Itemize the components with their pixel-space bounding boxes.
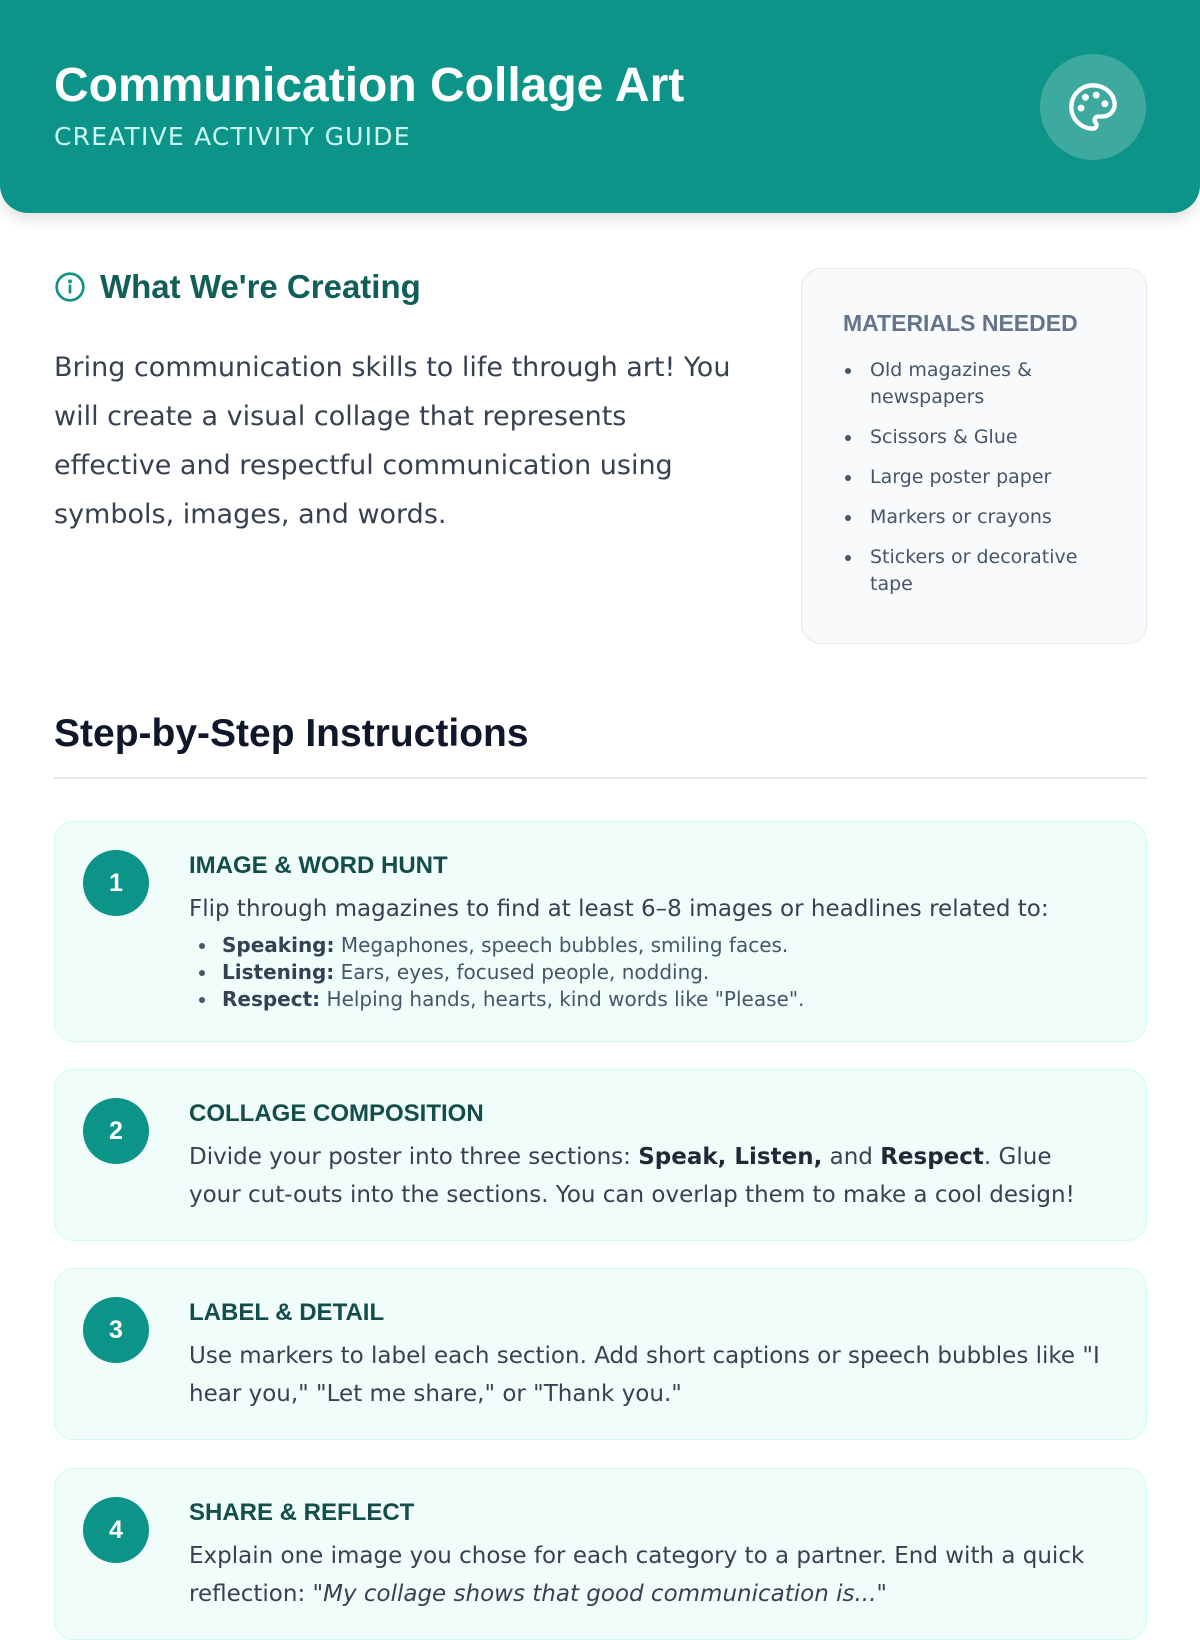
step-card-2 (54, 1069, 1147, 1241)
step-body (189, 1100, 1106, 1214)
step-text-bold: Speak, Listen, (638, 1144, 823, 1170)
step-card-3 (54, 1268, 1147, 1440)
step-number-badge: 4 (83, 1497, 149, 1563)
materials-list (843, 357, 1116, 598)
subitem-text: Megaphones, speech bubbles, smiling faces. (340, 933, 789, 957)
step-number-badge: 2 (83, 1098, 149, 1164)
step-body (189, 852, 1106, 1013)
intro-text: Bring communication skills to life through art! You will create a visual collage that represents effective and respectful communication using symbols, images, and words. (54, 352, 731, 530)
info-icon (54, 271, 86, 303)
step-text-part: and (822, 1144, 881, 1170)
palette-icon (1067, 81, 1119, 133)
step-card-4 (54, 1468, 1147, 1640)
step-body (189, 1299, 1106, 1413)
step-text (189, 1138, 1106, 1214)
intro-heading (54, 268, 421, 306)
list-item (189, 932, 1106, 959)
step-text-part: Explain one image you chose for each category to a partner. End with a quick reflection: (189, 1543, 1085, 1607)
list-item: Markers or crayons (843, 504, 1116, 531)
materials-card (801, 268, 1147, 644)
divider (54, 777, 1147, 779)
step-card-1 (54, 821, 1147, 1042)
list-item: Large poster paper (843, 464, 1116, 491)
steps-heading: Step-by-Step Instructions (54, 712, 529, 755)
subitem-label: Respect: (222, 987, 321, 1011)
page-header (0, 0, 1200, 213)
step-text-part: Divide your poster into three sections: (189, 1144, 639, 1170)
step-text: Use markers to label each section. Add short captions or speech bubbles like "I hear you," "Let me share," or "Thank you." (189, 1343, 1100, 1407)
subitem-label: Speaking: (222, 933, 335, 957)
subitem-label: Listening: (222, 960, 335, 984)
list-item (189, 959, 1106, 986)
intro-heading-text: What We're Creating (100, 268, 421, 305)
step-text-part: . Glue your cut-outs into the sections. You can overlap them to make a cool design! (189, 1144, 1075, 1208)
step-title: SHARE & REFLECT (189, 1499, 415, 1526)
list-item: Stickers or decorative tape (843, 544, 1116, 598)
list-item (189, 986, 1106, 1013)
step-text-italic: "My collage shows that good communication is..." (312, 1581, 887, 1607)
step-text-bold: Respect (880, 1144, 984, 1170)
materials-title: MATERIALS NEEDED (843, 310, 1078, 336)
step-text (189, 1537, 1106, 1613)
page-title: Communication Collage Art (54, 59, 685, 112)
palette-badge (1040, 54, 1146, 160)
step-title: COLLAGE COMPOSITION (189, 1100, 484, 1127)
subitem-text: Helping hands, hearts, kind words like "Please". (326, 987, 805, 1011)
subitem-text: Ears, eyes, focused people, nodding. (340, 960, 710, 984)
list-item: Old magazines & newspapers (843, 357, 1116, 411)
step-text: Flip through magazines to find at least 6–8 images or headlines related to: (189, 896, 1049, 922)
step-title: LABEL & DETAIL (189, 1299, 385, 1326)
step-sublist (189, 932, 1106, 1013)
list-item: Scissors & Glue (843, 424, 1116, 451)
step-number-badge: 1 (83, 850, 149, 916)
step-title: IMAGE & WORD HUNT (189, 852, 448, 879)
step-number-badge: 3 (83, 1297, 149, 1363)
step-body (189, 1499, 1106, 1613)
page-subtitle: CREATIVE ACTIVITY GUIDE (54, 122, 411, 151)
